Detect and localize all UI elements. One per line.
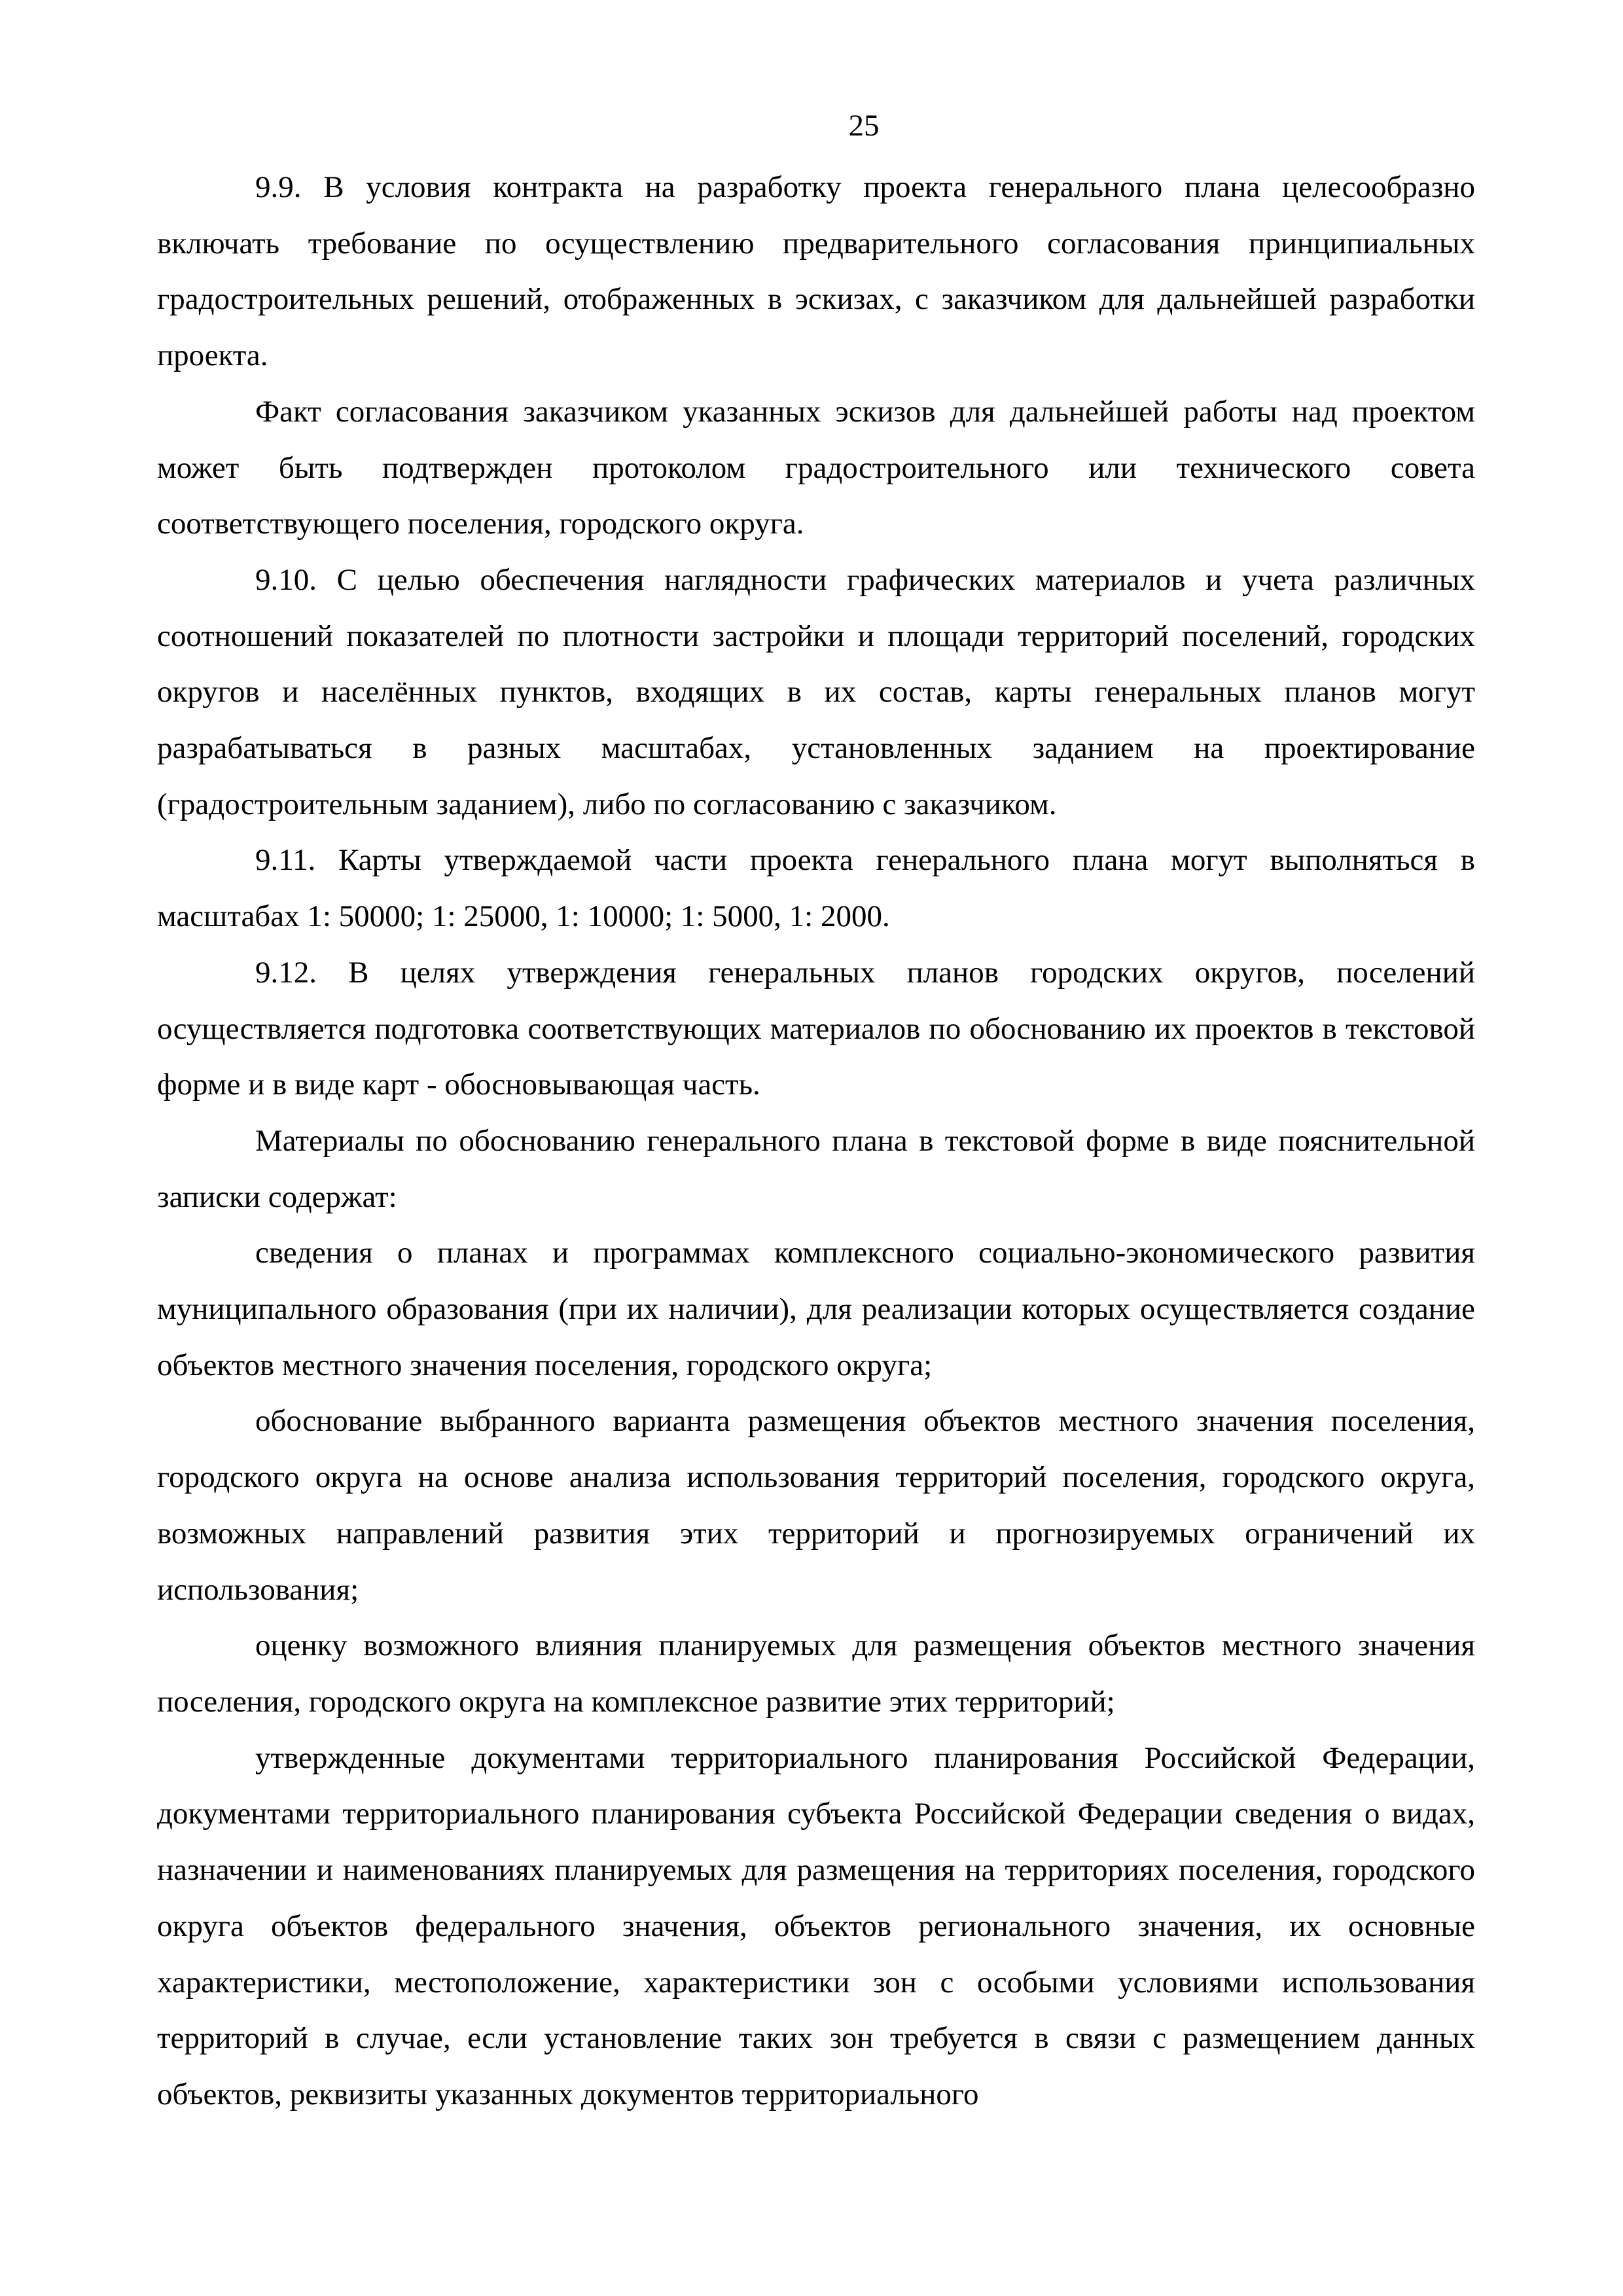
- paragraph-9-12: 9.12. В целях утверждения генеральных планов городских округов, поселений осуществляется подготовка соответствующих материалов по обоснованию их проектов в текстовой форме и в виде карт - обосновывающая часть.: [157, 955, 1475, 1102]
- paragraph-9-10: 9.10. С целью обеспечения наглядности графических материалов и учета различных соотношений показателей по плотности застройки и площади территорий поселений, городских округов и населённых пунктов, входящих в их состав, карты генеральных планов могут разрабатываться в разных масштабах, установленных заданием на проектирование (градостроительным заданием), либо по согласованию с заказчиком.: [157, 562, 1475, 821]
- document-body: [157, 160, 1475, 2123]
- paragraph-approval-fact: Факт согласования заказчиком указанных эскизов для дальнейшей работы над проектом может быть подтвержден протоколом градостроительного или технического совета соответствующего поселения, городского округа.: [157, 394, 1475, 541]
- page-number: 25: [848, 109, 880, 143]
- paragraph-9-9: 9.9. В условия контракта на разработку проекта генерального плана целесообразно включать требование по осуществлению предварительного согласования принципиальных градостроительных решений, отображенных в эскизах, с заказчиком для дальнейшей разработки проекта.: [157, 170, 1475, 373]
- paragraph-impact-assessment: оценку возможного влияния планируемых для размещения объектов местного значения поселения, городского округа на комплексное развитие этих территорий;: [157, 1628, 1475, 1719]
- paragraph-federal-regional-info: утвержденные документами территориального планирования Российской Федерации, документами территориального планирования субъекта Российской Федерации сведения о видах, назначении и наименованиях планируемых для размещения на территориях поселения, городского округа объектов федерального значения, объектов регионального значения, их основные характеристики, местоположение, характеристики зон с особыми условиями использования территорий в случае, если установление таких зон требуется в связи с размещением данных объектов, реквизиты указанных документов территориального: [157, 1740, 1475, 2111]
- paragraph-9-11: 9.11. Карты утверждаемой части проекта генерального плана могут выполняться в масштабах 1: 50000; 1: 25000, 1: 10000; 1: 5000, 1: 2000.: [157, 843, 1475, 934]
- paragraph-plans-programs: сведения о планах и программах комплексного социально-экономического развития муниципального образования (при их наличии), для реализации которых осуществляется создание объектов местного значения поселения, городского округа;: [157, 1236, 1475, 1382]
- paragraph-materials-intro: Материалы по обоснованию генерального плана в текстовой форме в виде пояснительной записки содержат:: [157, 1123, 1475, 1214]
- paragraph-placement-justification: обоснование выбранного варианта размещения объектов местного значения поселения, городского округа на основе анализа использования территорий поселения, городского округа, возможных направлений развития этих территорий и прогнозируемых ограничений их использования;: [157, 1404, 1475, 1607]
